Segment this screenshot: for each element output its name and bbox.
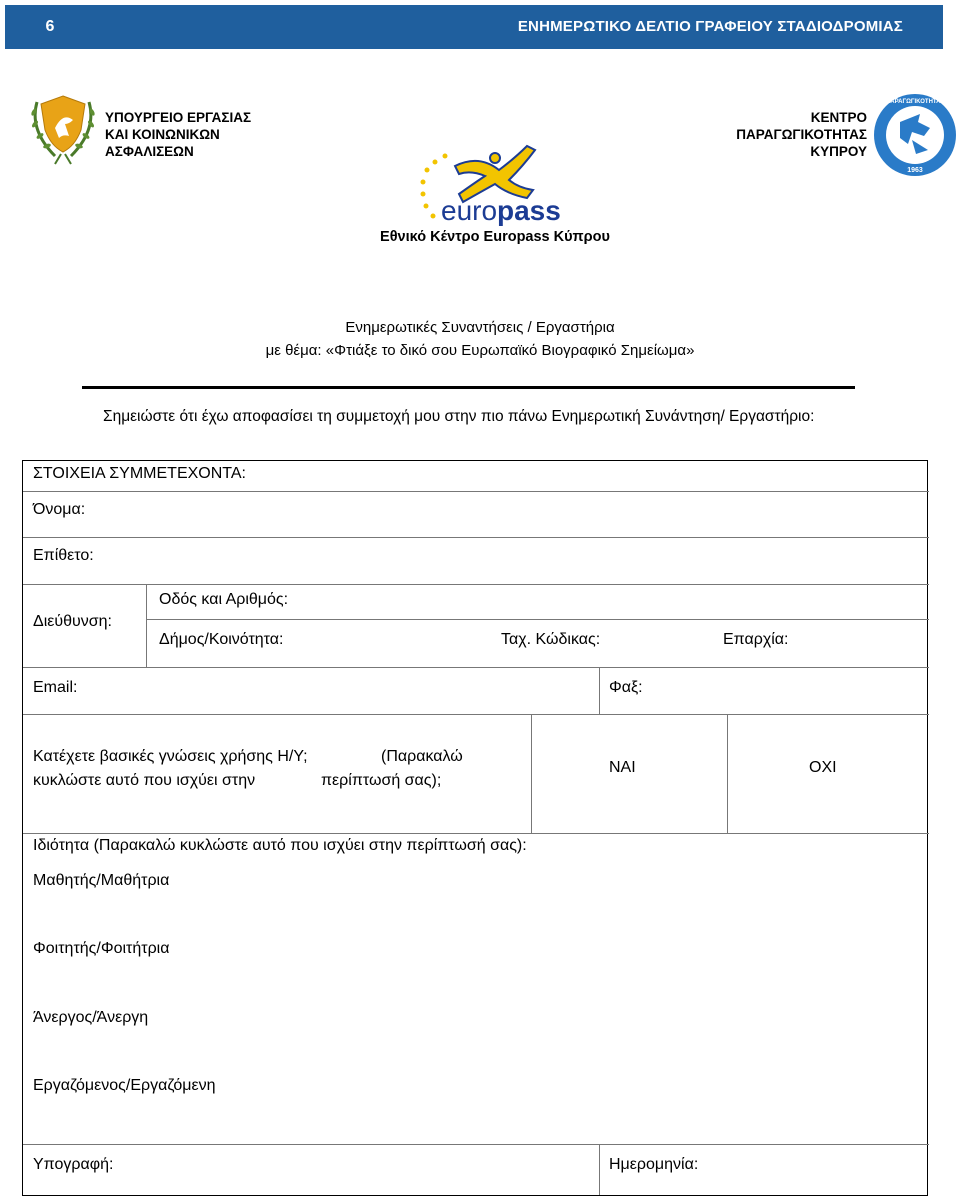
no-option[interactable]: ΟΧΙ <box>809 759 837 776</box>
ministry-name: ΥΠΟΥΡΓΕΙΟ ΕΡΓΑΣΙΑΣ ΚΑΙ ΚΟΙΝΩΝΙΚΩΝ ΑΣΦΑΛΙΣΕΩΝ <box>105 110 252 159</box>
europass-logo-icon <box>415 136 580 228</box>
municipality-label[interactable]: Δήμος/Κοινότητα: <box>159 631 284 648</box>
divider <box>23 537 929 538</box>
surname-label[interactable]: Επίθετο: <box>33 547 94 564</box>
date-label[interactable]: Ημερομηνία: <box>609 1156 699 1173</box>
europass-logo-text-b: pass <box>497 195 561 226</box>
participant-form <box>22 460 928 1196</box>
productivity-centre-seal-icon <box>872 92 958 178</box>
street-label[interactable]: Οδός και Αριθμός: <box>159 591 289 608</box>
divider <box>23 714 929 715</box>
divider <box>599 1144 600 1195</box>
status-option-employed[interactable]: Εργαζόμενος/Εργαζόμενη <box>33 1077 216 1094</box>
yes-option[interactable]: ΝΑΙ <box>609 759 636 776</box>
divider <box>146 584 147 667</box>
svg-text:1963: 1963 <box>907 167 923 174</box>
registration-note: Σημειώστε ότι έχω αποφασίσει τη συμμετοχή μου στην πιο πάνω Ενημερωτική Συνάντηση/ Εργαστήριο: <box>103 408 815 425</box>
divider <box>23 667 929 668</box>
bulletin-title: ΕΝΗΜΕΡΩΤΙΚΟ ΔΕΛΤΙΟ ΓΡΑΦΕΙΟΥ ΣΤΑΔΙΟΔΡΟΜΙΑΣ <box>517 18 903 35</box>
svg-text:ΠΑΡΑΓΩΓΙΚΟΤΗΤΑΣ: ΠΑΡΑΓΩΓΙΚΟΤΗΤΑΣ <box>885 99 945 105</box>
district-label[interactable]: Επαρχία: <box>723 631 789 648</box>
pc-question-part-c: κυκλώστε αυτό που ισχύει στην <box>33 772 256 789</box>
pc-question-part-b: (Παρακαλώ <box>381 748 463 765</box>
pc-question-part-d: περίπτωσή σας); <box>321 772 442 789</box>
address-label: Διεύθυνση: <box>33 613 112 630</box>
heading-divider <box>82 386 855 389</box>
divider <box>531 714 532 833</box>
divider <box>146 619 929 620</box>
divider <box>599 667 600 714</box>
divider <box>23 1144 929 1145</box>
signature-label[interactable]: Υπογραφή: <box>33 1156 114 1173</box>
postcode-label[interactable]: Ταχ. Κώδικας: <box>501 631 601 648</box>
section-title: ΣΤΟΙΧΕΙΑ ΣΥΜΜΕΤΕΧΟΝΤΑ: <box>33 465 246 482</box>
email-label[interactable]: Email: <box>33 679 78 696</box>
europass-logo-text-a: euro <box>441 195 498 226</box>
status-option-student[interactable]: Φοιτητής/Φοιτήτρια <box>33 940 170 957</box>
status-question: Ιδιότητα (Παρακαλώ κυκλώστε αυτό που ισχύει στην περίπτωσή σας): <box>33 837 527 854</box>
europass-caption: Εθνικό Κέντρο Europass Κύπρου <box>380 229 610 245</box>
divider <box>23 584 929 585</box>
page-number: 6 <box>45 18 55 35</box>
status-option-unemployed[interactable]: Άνεργος/Άνεργη <box>33 1009 149 1026</box>
event-heading <box>0 316 960 362</box>
event-heading-line2: με θέμα: «Φτιάξε το δικό σου Ευρωπαϊκό Βιογραφικό Σημείωμα» <box>265 342 695 359</box>
divider <box>23 491 929 492</box>
header-band <box>5 5 943 49</box>
pc-question-part-a: Κατέχετε βασικές γνώσεις χρήσης Η/Υ; <box>33 748 308 765</box>
divider <box>727 714 728 833</box>
fax-label[interactable]: Φαξ: <box>609 679 643 696</box>
event-heading-line1: Ενημερωτικές Συναντήσεις / Εργαστήρια <box>345 319 615 336</box>
status-option-pupil[interactable]: Μαθητής/Μαθήτρια <box>33 872 170 889</box>
divider <box>23 833 929 834</box>
cyprus-emblem-icon <box>25 90 101 168</box>
productivity-centre-name: ΚΕΝΤΡΟ ΠΑΡΑΓΩΓΙΚΟΤΗΤΑΣ ΚΥΠΡΟΥ <box>736 110 867 159</box>
name-label[interactable]: Όνομα: <box>33 501 86 518</box>
